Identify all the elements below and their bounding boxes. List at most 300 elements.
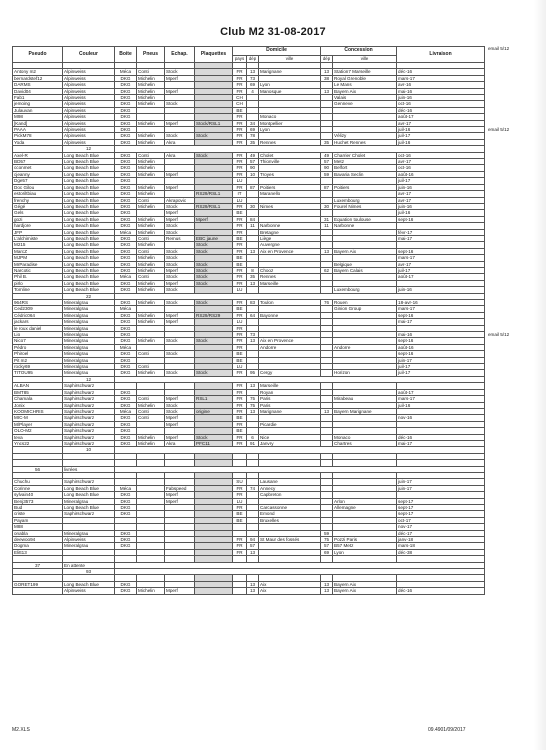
header-domicile: Domicile: [233, 47, 321, 56]
cell: Michelin: [137, 95, 165, 101]
cell: Le Mans: [333, 82, 397, 88]
cell: Stock: [195, 300, 233, 306]
cell: Mperf: [165, 210, 195, 216]
cell: Mineralgrau: [63, 338, 115, 344]
cell: Gels: [13, 210, 63, 216]
cell: DKG: [115, 261, 137, 267]
cell: 30: [247, 203, 259, 209]
cell: BE: [233, 511, 247, 517]
header-pneus: Pneus: [137, 47, 165, 63]
cell: déc-16: [397, 434, 485, 440]
cell: Maranello: [259, 191, 321, 197]
cell: FR: [233, 402, 247, 408]
cell: FR: [233, 88, 247, 94]
cell: 78: [247, 133, 259, 139]
cell: Michelin: [137, 139, 165, 145]
cell: DKG: [115, 127, 137, 133]
cell: DKG: [115, 267, 137, 273]
cell: FR: [233, 504, 247, 510]
cell: Pit m2: [13, 357, 63, 363]
cell: DKG: [115, 351, 137, 357]
cell: BE: [233, 428, 247, 434]
cell: Akrapovic: [165, 197, 195, 203]
cell: cjeanny: [13, 171, 63, 177]
cell: 11: [321, 223, 333, 229]
cell: juil-17: [397, 267, 485, 273]
cell: Mineralgrau: [63, 300, 115, 306]
cell: Charrier Cholet: [333, 152, 397, 158]
group-count: 93: [63, 569, 115, 575]
cell: FR: [233, 223, 247, 229]
cell: déc-16: [397, 588, 485, 594]
cell: Horizon: [333, 370, 397, 376]
cell: Long Beach Blue: [63, 152, 115, 158]
cell: déc-38: [397, 549, 485, 555]
cell: FR: [233, 325, 247, 331]
cell: Bud: [13, 504, 63, 510]
cell: Auvergne: [259, 242, 321, 248]
cell: EBC jaune: [195, 235, 233, 241]
cell: Montpellier: [259, 120, 321, 126]
cell: DKG: [115, 133, 137, 139]
cell: Long Beach Blue: [63, 242, 115, 248]
cell: avr-16: [397, 82, 485, 88]
cell: Saphirschwarz: [63, 396, 115, 402]
cell: rocky69: [13, 364, 63, 370]
cell: jemoing: [13, 101, 63, 107]
cell: déc-17: [397, 530, 485, 536]
cell: Lyon: [259, 82, 321, 88]
cell: Akra: [165, 152, 195, 158]
cell: juin-16: [397, 184, 485, 190]
cell: frenchy: [13, 197, 63, 203]
cell: août-17: [397, 114, 485, 120]
cell: DKG: [115, 588, 137, 594]
cell: oct-17: [397, 517, 485, 523]
cell: sept-16: [397, 351, 485, 357]
cell: Saphirschwarz: [63, 408, 115, 414]
cell: Michelin: [137, 312, 165, 318]
cell: mars-18: [397, 543, 485, 549]
cell: DKG: [115, 389, 137, 395]
cell: Mineralgrau: [63, 364, 115, 370]
cell: juil-17: [397, 133, 485, 139]
cell: 35: [321, 139, 333, 145]
cell: Stock: [165, 101, 195, 107]
cell: Stock: [165, 261, 195, 267]
cell: DKG: [115, 287, 137, 293]
cell: Poitiers: [333, 184, 397, 190]
cell: St Maur des fossés: [259, 537, 321, 543]
cell: Stock: [165, 370, 195, 376]
cell: DKG: [115, 364, 137, 370]
cell: Conti: [137, 69, 165, 75]
summary-count: 37: [13, 562, 63, 568]
cell: DKG: [115, 101, 137, 107]
cell: 13: [321, 88, 333, 94]
cell: mai-17: [397, 319, 485, 325]
cell: Stock: [195, 152, 233, 158]
cell: 8: [247, 267, 259, 273]
cell: Michelin: [137, 165, 165, 171]
cell: Mperf: [165, 421, 195, 427]
cell: 87: [247, 184, 259, 190]
cell: avr-17: [397, 261, 485, 267]
cell: Marseille: [259, 383, 321, 389]
cell: CH: [233, 101, 247, 107]
cell: Mineralgrau: [63, 543, 115, 549]
cell: Julauvan: [13, 107, 63, 113]
cell: DKG: [115, 300, 137, 306]
cell: Mperf: [165, 75, 195, 81]
cell: FR: [233, 300, 247, 306]
cell: Conti: [137, 274, 165, 280]
cell: Stock: [195, 133, 233, 139]
cell: DKG: [115, 440, 137, 446]
summary-label: livrées: [63, 466, 115, 472]
cell: Michelin: [137, 203, 165, 209]
cell: sept-17: [397, 511, 485, 517]
cell: Mperf: [165, 588, 195, 594]
cell: Stock: [195, 370, 233, 376]
cell: juin-17: [397, 485, 485, 491]
cell: Mineralgrau: [63, 498, 115, 504]
cell: PAAA: [13, 127, 63, 133]
cell: Nice: [259, 434, 321, 440]
cell: Michelin: [137, 171, 165, 177]
cell: Michelin: [137, 101, 165, 107]
cell: Conti: [137, 364, 165, 370]
cell: DKG: [115, 415, 137, 421]
cell: Janvry: [259, 440, 321, 446]
cell: juin-16: [397, 203, 485, 209]
cell: gozi: [13, 216, 63, 222]
cell: Méca: [115, 274, 137, 280]
cell: DKG: [115, 357, 137, 363]
cell: Long Beach Blue: [63, 178, 115, 184]
cell: 6: [247, 434, 259, 440]
cell: Michelin: [137, 223, 165, 229]
cell: DKG: [115, 197, 137, 203]
cell: Allemagne: [333, 504, 397, 510]
cell: Mperf: [165, 319, 195, 325]
cell: Bayern Aix: [333, 588, 397, 594]
cell: DKG: [115, 511, 137, 517]
cell: Akra: [165, 440, 195, 446]
cell: LU: [233, 364, 247, 370]
cell: BE: [233, 351, 247, 357]
cell: Andorre: [259, 344, 321, 350]
cell: Long Beach Blue: [63, 485, 115, 491]
cell: Alpinweiss: [63, 133, 115, 139]
cell: Capbreton: [259, 492, 321, 498]
cell: Alpinweiss: [63, 88, 115, 94]
cell: FR: [233, 280, 247, 286]
cell: DKG: [115, 543, 137, 549]
cell: Stock: [165, 402, 195, 408]
cell: Michelin: [137, 242, 165, 248]
cell: sylvain40: [13, 492, 63, 498]
cell: KOOMICHRIS: [13, 408, 63, 414]
cell: 13: [247, 280, 259, 286]
cell: Stock: [165, 203, 195, 209]
cell: Narbonne: [259, 223, 321, 229]
cell: 13: [247, 248, 259, 254]
cell: Mineralgrau: [63, 312, 115, 318]
cell: sept-17: [397, 498, 485, 504]
cell: DKG: [115, 107, 137, 113]
cell: Saphirschwarz: [63, 440, 115, 446]
cell: Michelin: [137, 434, 165, 440]
cell: Pédro: [13, 344, 63, 350]
cell: Mperf: [165, 492, 195, 498]
cell: M215: [13, 242, 63, 248]
cell: Remus: [165, 235, 195, 241]
cell: DKG: [115, 171, 137, 177]
header-livraison: Livraison: [397, 47, 485, 63]
cell: BE: [233, 357, 247, 363]
cell: Picardie: [259, 421, 321, 427]
cell: Méca: [115, 485, 137, 491]
cell: 69: [247, 82, 259, 88]
cell: Mineralgrau: [63, 370, 115, 376]
cell: Tomline: [13, 287, 63, 293]
cell: Stock: [165, 133, 195, 139]
cell: DKG: [115, 504, 137, 510]
cell: sept-16: [397, 312, 485, 318]
cell: Mineralgrau: [63, 530, 115, 536]
cell: Chamala: [13, 396, 63, 402]
cell: RS29/RS29: [195, 312, 233, 318]
cell: 69: [321, 549, 333, 555]
cell: DKG: [115, 139, 137, 145]
cell: Long Beach Blue: [63, 492, 115, 498]
cell: DKG: [115, 338, 137, 344]
cell: Long Beach Blue: [63, 581, 115, 587]
cell: DKG: [115, 88, 137, 94]
page-title: Club M2 31-08-2017: [220, 26, 326, 38]
cell: RS29/RSL1: [195, 191, 233, 197]
cell: sept-16: [397, 248, 485, 254]
cell: Yncs22: [13, 440, 63, 446]
cell: Cholet: [259, 152, 321, 158]
cell: Paris: [259, 402, 321, 408]
cell: Saphirschwarz: [63, 402, 115, 408]
cell: 74: [247, 485, 259, 491]
cell: M/Player: [13, 421, 63, 427]
cell: DKG: [115, 319, 137, 325]
cell: 84: [247, 216, 259, 222]
cell: Stock: [195, 280, 233, 286]
cell: juil-16: [397, 402, 485, 408]
cell: BE: [233, 261, 247, 267]
cell: Yoda: [13, 139, 63, 145]
cell: FR: [233, 203, 247, 209]
cell: FR: [233, 242, 247, 248]
cell: FR: [233, 133, 247, 139]
cell: Mineralgrau: [63, 351, 115, 357]
cell: Payam: [13, 517, 63, 523]
cell: 57: [247, 543, 259, 549]
cell: OLO-M2: [13, 428, 63, 434]
cell: 13: [247, 338, 259, 344]
cell: Fabspeed: [165, 485, 195, 491]
cell: déc-16: [397, 69, 485, 75]
cell: Marseille: [259, 280, 321, 286]
cell: Alpinweiss: [63, 120, 115, 126]
cell: Mineralgrau: [63, 357, 115, 363]
cell: M88: [13, 524, 63, 530]
cell: Conti: [137, 248, 165, 254]
cell: Stock: [195, 242, 233, 248]
cell: sept-16: [397, 338, 485, 344]
cell: Royal Grenoble: [333, 75, 397, 81]
cell: avr-17: [397, 191, 485, 197]
cell: BE: [233, 517, 247, 523]
cell: juin-17: [397, 357, 485, 363]
header-concession: Concession: [321, 47, 397, 56]
header-boite: Boite: [115, 47, 137, 63]
cell: Rouen: [333, 300, 397, 306]
cell: mai-17: [397, 235, 485, 241]
cell: DKG: [115, 152, 137, 158]
cell: FR: [233, 383, 247, 389]
cell: 35: [247, 139, 259, 145]
cell: Nimes: [259, 203, 321, 209]
cell: Akra: [165, 139, 195, 145]
cell: août-17: [397, 274, 485, 280]
cell: Méca: [115, 344, 137, 350]
cell: BD57: [13, 159, 63, 165]
cell: FR: [233, 274, 247, 280]
cell: 13: [247, 69, 259, 75]
cell: Mperf: [165, 396, 195, 402]
cell: BE: [233, 306, 247, 312]
cell: Michelin: [137, 338, 165, 344]
cell: DKG: [115, 581, 137, 587]
cell: Conti: [137, 415, 165, 421]
cell: Antony m2: [13, 69, 63, 75]
cell: Long Beach Blue: [63, 197, 115, 203]
cell: Stock: [195, 338, 233, 344]
cell: Troyes: [259, 171, 321, 177]
cell: CH: [233, 95, 247, 101]
cell: juil-17: [397, 370, 485, 376]
cell: DKG: [115, 428, 137, 434]
cell: Marignane: [259, 408, 321, 414]
cell: Elitt13: [13, 549, 63, 555]
cell: Alpinweiss: [63, 139, 115, 145]
cell: Michelin: [137, 120, 165, 126]
cell: Long Beach Blue: [63, 184, 115, 190]
cell: Long Beach Blue: [63, 504, 115, 510]
cell: RSL1: [195, 396, 233, 402]
cell: Thionville: [259, 159, 321, 165]
side-note: email 5/12: [488, 331, 510, 337]
cell: Alpinweiss: [63, 82, 115, 88]
cell: 75: [247, 402, 259, 408]
cell: DKG: [115, 421, 137, 427]
cell: DKG: [115, 184, 137, 190]
cell: TITOU95: [13, 370, 63, 376]
cell: Mirabeau: [333, 396, 397, 402]
cell: Manosque: [259, 88, 321, 94]
cell: Narbonne: [333, 223, 397, 229]
cell: juil-16: [397, 127, 485, 133]
cell: Stock: [165, 69, 195, 75]
cell: juin-16: [397, 95, 485, 101]
cell: mars-17: [397, 255, 485, 261]
cell: Michelin: [137, 280, 165, 286]
cell: Chuchu: [13, 479, 63, 485]
cell: Long Beach Blue: [63, 229, 115, 235]
cell: Carcassonne: [259, 504, 321, 510]
cell: DKG: [115, 75, 137, 81]
cell: FR: [233, 549, 247, 555]
cell: FR: [233, 229, 247, 235]
cell: DKG: [115, 159, 137, 165]
footer-fax-stamp: 09.4901/09/2017: [428, 727, 466, 733]
header-ville-concession: ville: [333, 56, 397, 63]
group-count: 12: [63, 376, 115, 382]
cell: DKG: [115, 165, 137, 171]
cell: Mperf: [165, 434, 195, 440]
summary-label: En attente: [63, 562, 115, 568]
cell: juil-17: [397, 178, 485, 184]
cell: 62: [321, 267, 333, 273]
cell: Michelin: [137, 75, 165, 81]
cell: FR: [233, 434, 247, 440]
cell: origine: [195, 408, 233, 414]
cell: Michelin: [137, 255, 165, 261]
cell: Long Beach Blue: [63, 261, 115, 267]
cell: Bayonne: [259, 312, 321, 318]
cell: FR: [233, 82, 247, 88]
cell: 75: [321, 537, 333, 543]
cell: Conti: [137, 235, 165, 241]
cell: 87: [321, 184, 333, 190]
cell: Conti: [137, 408, 165, 414]
cell: Alpinweiss: [63, 95, 115, 101]
cell: FR: [233, 440, 247, 446]
cell: Long Beach Blue: [63, 255, 115, 261]
cell: Phiroel: [13, 351, 63, 357]
cell: Michelin: [137, 440, 165, 446]
cell: Alpinweiss: [63, 114, 115, 120]
cell: FR: [233, 216, 247, 222]
footer-filename: M2.XLS: [12, 727, 30, 733]
cell: DKG: [115, 191, 137, 197]
cell: Chartres: [333, 440, 397, 446]
cell: BE: [233, 415, 247, 421]
cell: Marignane: [259, 69, 321, 75]
scan-edge: [534, 0, 546, 750]
cell: Monaco: [259, 114, 321, 120]
cell: Conti: [137, 396, 165, 402]
cell: Alpinweiss: [63, 537, 115, 543]
cell: FR: [233, 421, 247, 427]
cell: Saphirschwarz: [63, 511, 115, 517]
cell: Mperf: [165, 280, 195, 286]
cell: Pozzi Paris: [333, 537, 397, 543]
cell: BE: [233, 255, 247, 261]
cell: Conti: [137, 152, 165, 158]
cell: FR: [233, 248, 247, 254]
cell: 91: [247, 440, 259, 446]
cell: Méca: [115, 229, 137, 235]
cell: DKG: [115, 537, 137, 543]
cell: DKG: [115, 280, 137, 286]
